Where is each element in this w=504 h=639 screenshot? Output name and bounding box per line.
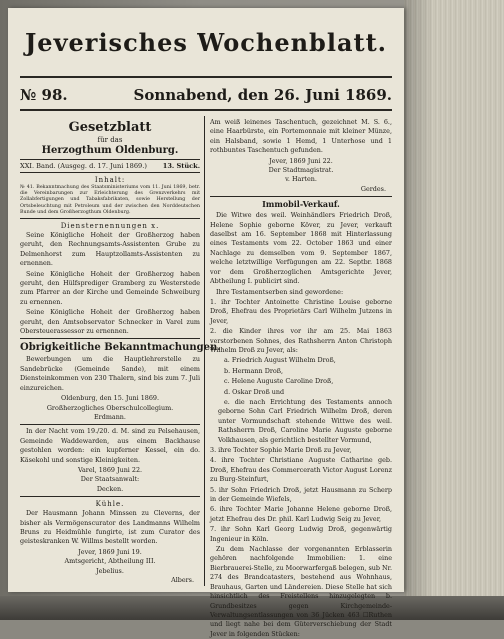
lost-items-place: Jever, 1869 Juni 22. bbox=[269, 156, 333, 165]
obrig-place: Oldenburg, den 15. Juni 1869. bbox=[60, 394, 160, 403]
heir-item: 5. ihr Sohn Friedrich Droß, jetzt Hausmann zu Scherp in der Gemeinde Wiefels, bbox=[210, 485, 392, 504]
masthead-rule bbox=[20, 76, 392, 78]
dienst-label: Diensternennungen x. bbox=[60, 222, 160, 231]
kuhle-signer: Jebelius. bbox=[96, 566, 124, 575]
kuhle-court: Amtsgericht, Abtheilung III. bbox=[64, 557, 156, 566]
immobil-closing: Zu dem Nachlasse der vorgenannten Erblasserin gehören nachfolgende Immobilien: 1. eine Bierbrauerei-Stelle, zu Moorwarfergaß belegen, sub Nr. 274 des Brandcatasters, bestehend aus Wohnhaus, Brauhaus, Garten und Ländereien. Diese Stelle hat sich hinsichtlich des Freistellens hinzugelegten b. Grundbesitzes gegen Kirchgemeinde-Verwaltungsentlassungen von 36 Jücken 463 ☐Ruthen und liegt nahe bei dem Güterverschiebung der Stadt Jever in folgenden Stücken: bbox=[210, 545, 392, 638]
contents-text: № 41. Bekanntmachung des Staatsministeriums vom 11. Juni 1869, betr. die Vereinbarungen zur Erleichterung des Grenzverkehrs mit Zollabfertigungen und Tabaksfabrikaten, sowie Herstellung der Ortsbeleuchtung mit Petroleum und der zwischen den Norddeutschen Bunde und dem Großherzogthum Oldenburg. bbox=[20, 185, 200, 215]
kuhle-clerk: Albers. bbox=[171, 576, 194, 585]
lost-items-authority: Der Stadtmagistrat. bbox=[268, 166, 334, 175]
left-column bbox=[20, 118, 221, 588]
immobil-title: Immobil-Verkauf. bbox=[262, 199, 340, 210]
obrig-paragraph: Bewerbungen um die Hauptlehrerstelle zu Sandebrücke (Gemeinde Sande), mit einem Diensteinkommen von 230 Thalern, sind bis zum 7. Juli einzureichen. bbox=[20, 355, 200, 392]
issue-date: Sonnabend, den 26. Juni 1869. bbox=[133, 86, 392, 104]
divider bbox=[20, 159, 200, 160]
heir-item: d. Oskar Droß und bbox=[224, 387, 285, 396]
obrig-authority: Großherzogliches Oberschulcollegium. bbox=[46, 403, 174, 412]
heir-item: b. Hermann Droß, bbox=[224, 366, 284, 375]
theft-signer: Decken. bbox=[96, 484, 124, 493]
gesetzblatt-title: Gesetzblatt bbox=[68, 120, 152, 135]
heir-item: 1. ihr Tochter Antoinette Christine Louise geborne Droß, Ehefrau des Proprietärs Carl Wilhelm Jutzens in Jever, bbox=[210, 297, 392, 325]
divider bbox=[20, 218, 200, 219]
dateline-rule bbox=[20, 109, 392, 111]
issue-number: № 98. bbox=[20, 86, 68, 104]
kuhle-place: Jever, 1869 Juni 19. bbox=[78, 547, 142, 556]
dateline bbox=[20, 86, 392, 104]
divider bbox=[20, 424, 200, 425]
gesetzblatt-name: Herzogthum Oldenburg. bbox=[41, 145, 179, 156]
heir-item: 2. die Kinder ihres vor ihr am 25. Mai 1863 verstorbenen Sohnes, des Rathsherrn Anton Christoph Wilhelm Droß zu Jever, als: bbox=[210, 327, 392, 354]
book-gutter-shadow bbox=[404, 0, 434, 620]
dienst-paragraph: Seine Königliche Hoheit der Großherzog haben geruht, den Hülfsprediger Gramberg zu Westerstede zum Pfarrer an der Kirche und Gemeinde Schweiburg zu ernennen. bbox=[20, 269, 200, 306]
heir-item: 7. ihr Sohn Karl Georg Ludwig Droß, gegenwärtig Ingenieur in Köln. bbox=[210, 525, 392, 543]
heir-item: 3. ihre Tochter Sophie Marie Droß zu Jever, bbox=[210, 446, 352, 454]
obrig-signer: Erdmann. bbox=[94, 412, 126, 421]
theft-authority: Der Staatsanwalt: bbox=[80, 475, 140, 484]
heirs-label: Ihre Testamentserben sind gewordene: bbox=[216, 287, 344, 296]
gesetzblatt-piece: 13. Stück. bbox=[162, 162, 200, 170]
theft-place: Varel, 1869 Juni 22. bbox=[77, 465, 143, 474]
immobil-text: Die Witwe des weil. Weinhändlers Friedrich Droß, Helene Sophie geborne Köver, zu Jever, verkauft daselbst am 16. September 1868 mit Hinterlassung eines Testaments vom 22. October 1863 und einer Nachlage zu demselben vom 9. September 1867, welche letztwillige Verfügungen am 22. Septbr. 1868 vor dem Großherzoglichen Amtsgerichte Jever, Abtheilung I. publicirt sind. bbox=[210, 211, 392, 286]
newspaper-page bbox=[8, 8, 404, 638]
dienst-paragraph: Seine Königliche Hoheit der Großherzog haben geruht, den Amtsobservator Schnecker in Varel zum Obersteuerassessor zu ernennen. bbox=[20, 308, 200, 336]
divider bbox=[20, 338, 200, 339]
heir-item: a. Friedrich August Wilhelm Droß, bbox=[224, 356, 336, 365]
contents-label: Inhalt: bbox=[94, 176, 126, 184]
divider bbox=[20, 496, 200, 497]
gesetzblatt-for: für das bbox=[97, 136, 123, 144]
gerdes-signature: Gerdes. bbox=[360, 184, 386, 193]
divider bbox=[20, 172, 200, 173]
heir-item: c. Helene Auguste Caroline Droß, bbox=[224, 377, 334, 386]
right-column bbox=[210, 118, 392, 638]
theft-notice: In der Nacht vom 19./20. d. M. sind zu Pelsehausen, Gemeinde Waddewarden, aus einem Backhause gestohlen worden: ein kupferner Kessel, ein do. Käsekohl und sonstige Kleinigkeiten. bbox=[20, 427, 200, 464]
lost-items-signer: v. Harten. bbox=[285, 175, 317, 184]
heir-item: 6. ihre Tochter Marie Johanne Helene geborne Droß, jetzt Ehefrau des Dr. phil. Karl Ludwig Seig zu Jever, bbox=[210, 505, 392, 523]
kuhle-label: Kühle. bbox=[95, 500, 125, 509]
masthead-title: Jeverisches Wochenblatt. bbox=[24, 28, 388, 57]
gesetzblatt-meta bbox=[20, 162, 200, 170]
heir-item: e. die nach Errichtung des Testaments annoch geborne Sohn Carl Friedrich Wilhelm Droß, deren unter Vormundschaft stehende Wittwe des weil. Rathsherrn Droß, Caroline Marie Auguste geborne Volkhausen, als gerichtlich bestellter Vormund, bbox=[218, 397, 392, 444]
kuhle-text: Der Hausmann Johann Minssen zu Cleverns, der bisher als Vermögenscurator des Landmanns Wilhelm Bruns zu Heidmühle fungirte, ist zum Curator des geisteskranken W. Willms bestellt worden. bbox=[20, 509, 200, 546]
heir-item: 4. ihre Tochter Christiane Auguste Catharine geb. Droß, Ehefrau des Commercerath Victor August Lorenz zu Burg-Steinfurt, bbox=[210, 456, 392, 484]
dienst-paragraph: Seine Königliche Hoheit der Großherzog haben geruht, den Rechnungsamts-Assistenten Grube zu Delmenhorst zum Hauptzollamts-Assistenten zu ernennen. bbox=[20, 231, 200, 268]
obrig-title: Obrigkeitliche Bekanntmachungen. bbox=[20, 342, 221, 354]
gesetzblatt-volume: XXI. Band. (Ausgeg. d. 17. Juni 1869.) bbox=[20, 162, 147, 170]
divider bbox=[210, 196, 392, 197]
heirs-list bbox=[210, 298, 392, 544]
lost-items-text: Am weiß leinenes Taschentuch, gezeichnet M. S. 6., eine Haarbürste, ein Portemonnaie mit kleiner Münze, ein Halsband, sowie 1 Hemd, 1 Unterhose und 1 rothbuntes Taschentuch gefunden. bbox=[210, 118, 392, 155]
